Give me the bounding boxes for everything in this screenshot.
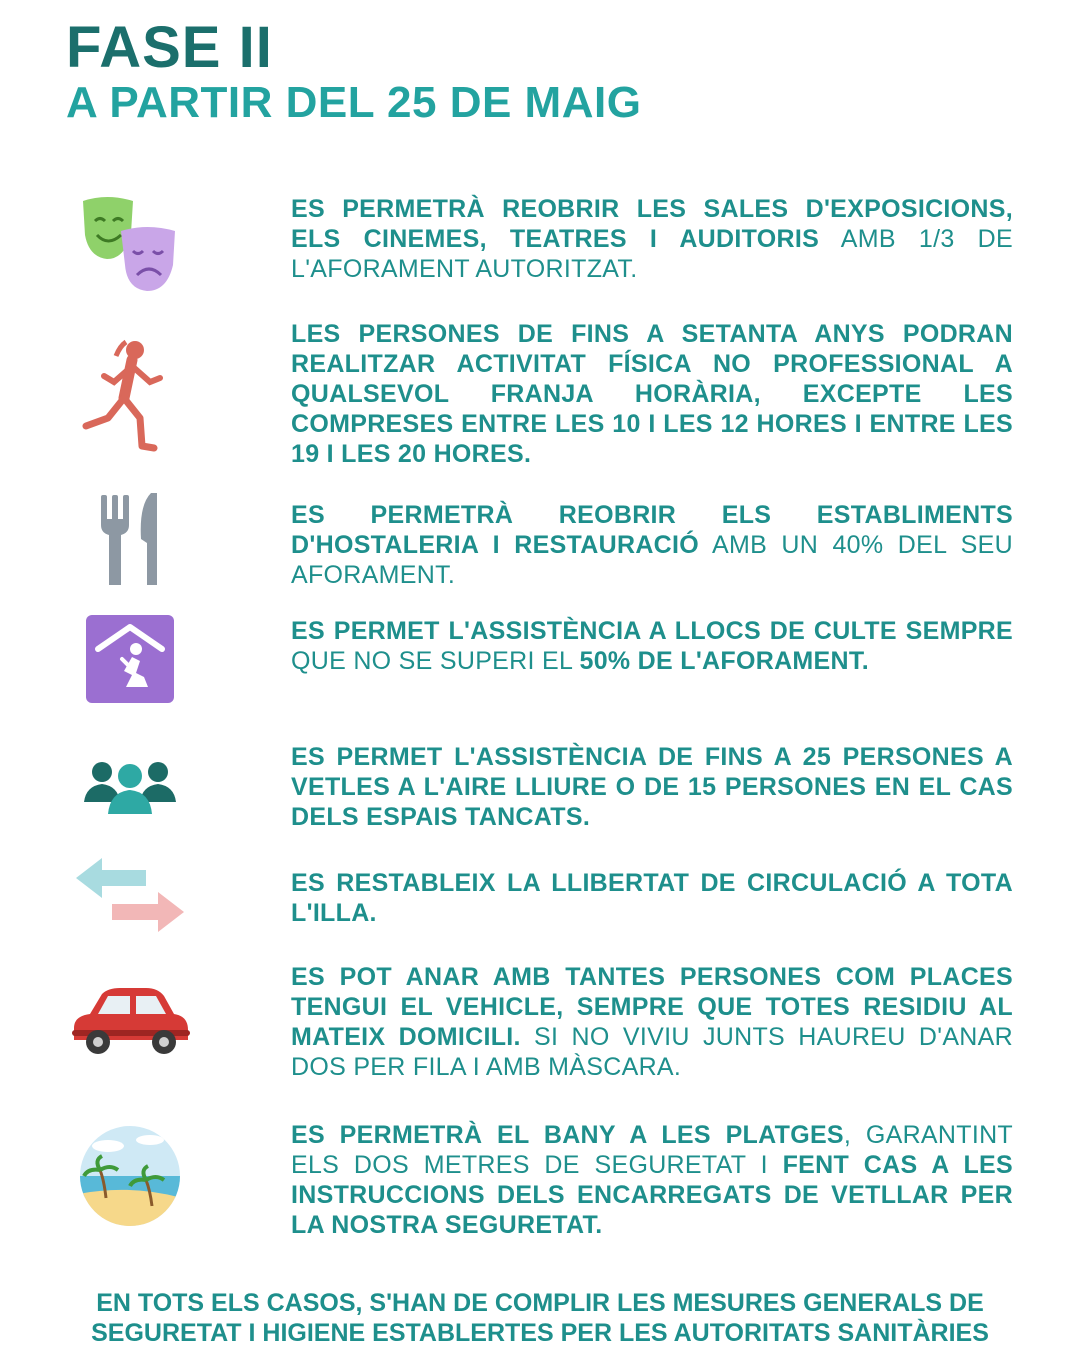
item-text-bold: ES PERMETRÀ REOBRIR LES SALES D'EXPOSICIONS, ELS CINEMES, TEATRES I AUDITORIS	[291, 195, 1013, 253]
item-text-bold: FENT CAS A LES INSTRUCCIONS DELS ENCARREGATS DE VETLLAR PER LA NOSTRA SEGURETAT.	[291, 1151, 1013, 1239]
item-text-regular: SI NO VIVIU JUNTS HAUREU D'ANAR DOS PER FILA I AMB MÀSCARA.	[291, 1023, 1013, 1081]
footer-line: SEGURETAT I HIGIENE ESTABLERTES PER LES AUTORITATS SANITÀRIES	[91, 1319, 989, 1347]
group-people-icon	[60, 746, 200, 826]
item-text	[291, 1120, 1013, 1240]
item-text	[291, 194, 1013, 284]
fork-knife-icon	[60, 490, 200, 590]
place-of-worship-icon	[60, 614, 200, 704]
item-text	[291, 500, 1013, 590]
item-text	[291, 868, 1013, 928]
item-text	[291, 962, 1013, 1082]
footer-note	[30, 1288, 1050, 1348]
item-text-bold: ES PERMET L'ASSISTÈNCIA A LLOCS DE CULTE SEMPRE	[291, 617, 1013, 645]
runner-icon	[60, 338, 200, 458]
item-text	[291, 319, 1013, 469]
item-text-bold: 50% DE L'AFORAMENT.	[579, 647, 869, 675]
item-text-regular: AMB UN 40% DEL SEU AFORAMENT.	[291, 531, 1013, 589]
item-text-bold: ES PERMETRÀ REOBRIR ELS ESTABLIMENTS D'HOSTALERIA I RESTAURACIÓ	[291, 501, 1013, 559]
item-text-regular: AMB 1/3 DE L'AFORAMENT AUTORITZAT.	[291, 225, 1013, 283]
item-text-regular: , GARANTINT ELS DOS METRES DE SEGURETAT I	[291, 1121, 1013, 1179]
item-text-bold: LES PERSONES DE FINS A SETANTA ANYS PODRAN REALITZAR ACTIVITAT FÍSICA NO PROFESSIONAL A QUALSEVOL FRANJA HORÀRIA, EXCEPTE LES COMPRESES ENTRE LES 10 I LES 12 HORES I ENTRE LES 19 I LES 20 HORES.	[291, 320, 1013, 468]
item-text	[291, 742, 1013, 832]
footer-line: EN TOTS ELS CASOS, S'HAN DE COMPLIR LES MESURES GENERALS DE	[96, 1289, 984, 1317]
arrows-exchange-icon	[60, 856, 200, 936]
theater-masks-icon	[60, 190, 200, 300]
item-text-bold: ES RESTABLEIX LA LLIBERTAT DE CIRCULACIÓ A TOTA L'ILLA.	[291, 869, 1013, 927]
page-subtitle: A PARTIR DEL 25 DE MAIG	[66, 78, 642, 127]
car-icon	[60, 982, 200, 1062]
item-text-bold: ES POT ANAR AMB TANTES PERSONES COM PLACES TENGUI EL VEHICLE, SEMPRE QUE TOTES RESIDIU AL MATEIX DOMICILI.	[291, 963, 1013, 1051]
item-text-bold: ES PERMET L'ASSISTÈNCIA DE FINS A 25 PERSONES A VETLES A L'AIRE LLIURE O DE 15 PERSONES EN EL CAS DELS ESPAIS TANCATS.	[291, 743, 1013, 831]
page-title: FASE II	[66, 15, 273, 80]
item-text	[291, 616, 1013, 676]
item-text-regular: QUE NO SE SUPERI EL	[291, 647, 580, 675]
beach-icon	[60, 1124, 200, 1228]
item-text-bold: ES PERMETRÀ EL BANY A LES PLATGES	[291, 1121, 844, 1149]
